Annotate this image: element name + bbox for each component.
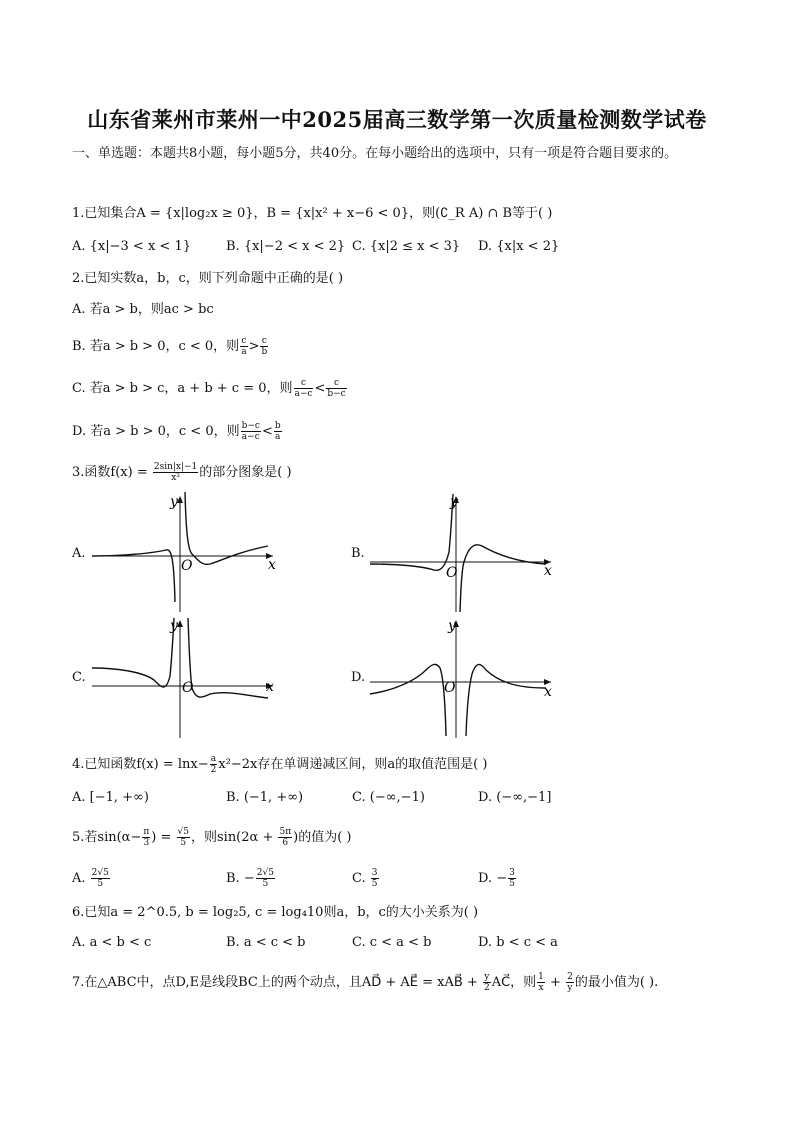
graph-b — [366, 492, 556, 614]
question-4-stem — [72, 754, 487, 775]
y-label: y — [450, 494, 458, 510]
x-label: x — [544, 684, 552, 700]
fraction — [256, 868, 275, 889]
q4-option-c: C. (−∞,−1) — [352, 790, 425, 805]
fraction — [153, 462, 198, 483]
fraction — [274, 421, 282, 442]
denominator: 2 — [210, 765, 217, 775]
stem-text: 4.已知函数f(x) = lnx− — [72, 757, 209, 772]
denominator: a — [275, 432, 281, 442]
q2-option-c — [72, 378, 348, 399]
x-label: x — [544, 563, 552, 579]
origin-label: O — [182, 680, 194, 696]
x-label: x — [266, 679, 274, 695]
fraction — [240, 336, 247, 357]
denominator: a — [241, 347, 247, 357]
denominator: a−c — [241, 432, 260, 442]
stem-text: + — [545, 975, 566, 990]
denominator: a−c — [294, 389, 313, 399]
numerator: 2sin|x|−1 — [153, 462, 198, 472]
numerator: 2√5 — [91, 868, 109, 878]
numerator: c — [241, 336, 247, 346]
numerator: a — [210, 754, 217, 764]
numerator: c — [326, 378, 346, 389]
numerator: 1 — [538, 972, 544, 982]
denominator: 6 — [282, 838, 289, 848]
origin-label: O — [444, 680, 456, 696]
question-3-stem — [72, 462, 292, 483]
relation: > — [248, 339, 260, 354]
denominator: 5 — [262, 879, 269, 889]
numerator: 2√5 — [256, 868, 274, 878]
curve — [370, 664, 546, 736]
numerator: y — [484, 972, 490, 982]
fraction — [91, 868, 110, 889]
q4-option-d: D. (−∞,−1] — [478, 790, 552, 805]
denominator: 5 — [180, 838, 187, 848]
numerator: 2 — [567, 972, 573, 982]
fraction — [210, 754, 218, 775]
graph-c — [88, 616, 278, 740]
denominator: 5 — [97, 879, 104, 889]
stem-text: ，则sin(2α + — [190, 830, 278, 845]
denominator: 5 — [371, 879, 378, 889]
denominator: 2 — [483, 983, 490, 993]
section-heading: 一、单选题：本题共8小题，每小题5分，共40分。在每小题给出的选项中，只有一项是符合题目要求的。 — [72, 146, 678, 161]
q4-option-b: B. (−1, +∞) — [226, 790, 304, 805]
q5-option-d — [478, 868, 517, 889]
fraction — [260, 336, 268, 357]
fraction — [508, 868, 516, 889]
q2-option-c-text: C. 若a > b > c，a + b + c = 0，则 — [72, 381, 293, 396]
option-sign: − — [243, 871, 255, 886]
y-label: y — [170, 494, 178, 510]
numerator: 3 — [509, 868, 515, 878]
graph-a-label: A. — [72, 546, 86, 561]
q6-option-b: B. a < c < b — [226, 935, 306, 950]
y-label: y — [170, 618, 178, 634]
fraction — [326, 378, 346, 399]
question-7-stem — [72, 972, 658, 993]
q5-option-a — [72, 868, 111, 889]
q1-option-b: B. {x|−2 < x < 2} — [226, 239, 346, 254]
stem-text: 的最小值为( ). — [574, 975, 659, 990]
q6-option-c: C. c < a < b — [352, 935, 432, 950]
q2-option-d — [72, 421, 283, 442]
q6-option-a: A. a < b < c — [72, 935, 152, 950]
q2-option-d-text: D. 若a > b > 0，c < 0，则 — [72, 424, 240, 439]
denominator: b−c — [327, 389, 346, 399]
option-label: C. — [352, 871, 366, 886]
question-5-stem — [72, 827, 351, 848]
stem-text: 3.函数f(x) = — [72, 465, 152, 480]
graph-a — [88, 492, 278, 614]
x-label: x — [268, 557, 276, 573]
denominator: x³ — [171, 473, 180, 483]
q6-option-d: D. b < c < a — [478, 935, 558, 950]
q1-option-c: C. {x|2 ≤ x < 3} — [352, 239, 461, 254]
numerator: b — [274, 421, 281, 431]
q2-option-a: A. 若a > b，则ac > bc — [72, 302, 214, 317]
fraction — [241, 421, 261, 442]
y-label: y — [448, 618, 456, 634]
fraction — [371, 868, 379, 889]
stem-text: )的值为( ) — [293, 830, 352, 845]
fraction — [294, 378, 314, 399]
fraction — [537, 972, 545, 993]
question-2-stem: 2.已知实数a，b，c，则下列命题中正确的是( ) — [72, 271, 344, 286]
relation: < — [261, 424, 273, 439]
q2-option-b — [72, 336, 269, 357]
q1-option-a: A. {x|−3 < x < 1} — [72, 239, 191, 254]
stem-text: 5.若sin(α− — [72, 830, 142, 845]
denominator: y — [567, 983, 573, 993]
denominator: 5 — [509, 879, 515, 889]
numerator: 5π — [279, 827, 292, 837]
q1-option-d: D. {x|x < 2} — [478, 239, 560, 254]
question-1-stem: 1.已知集合A = {x|log₂x ≥ 0}，B = {x|x² + x−6 < 0}，则(∁_R A) ∩ B等于( ) — [72, 206, 553, 221]
q2-option-b-text: B. 若a > b > 0，c < 0，则 — [72, 339, 240, 354]
relation: < — [314, 381, 326, 396]
denominator: 3 — [143, 838, 150, 848]
page-title: 山东省莱州市莱州一中2025届高三数学第一次质量检测数学试卷 — [87, 107, 707, 132]
numerator: c — [261, 336, 267, 346]
origin-label: O — [181, 558, 193, 574]
graph-b-label: B. — [351, 546, 365, 561]
numerator: 3 — [371, 868, 378, 878]
denominator: b — [261, 347, 268, 357]
option-sign: − — [496, 871, 508, 886]
origin-label: O — [446, 565, 458, 581]
stem-text: 7.在△ABC中，点D,E是线段BC上的两个动点，且AD⃗ + AE⃗ = xAB⃗ + — [72, 975, 482, 990]
stem-text: AC⃗，则 — [491, 975, 537, 990]
fraction — [142, 827, 150, 848]
curve — [370, 494, 546, 612]
fraction — [483, 972, 491, 993]
stem-text: x²−2x存在单调递减区间，则a的取值范围是( ) — [218, 757, 488, 772]
graph-d-label: D. — [351, 670, 366, 685]
stem-text: 的部分图象是( ) — [199, 465, 292, 480]
graph-c-label: C. — [72, 670, 86, 685]
fraction — [566, 972, 574, 993]
numerator: π — [143, 827, 150, 837]
q5-option-b — [226, 868, 276, 889]
fraction — [278, 827, 292, 848]
q5-option-c — [352, 868, 380, 889]
stem-text: ) = — [151, 830, 176, 845]
option-label: D. — [478, 871, 493, 886]
option-label: B. — [226, 871, 240, 886]
numerator: b−c — [241, 421, 260, 431]
numerator: c — [294, 378, 314, 389]
fraction — [177, 827, 190, 848]
q4-option-a: A. [−1, +∞) — [72, 790, 149, 805]
denominator: x — [538, 983, 544, 993]
graph-d — [366, 616, 556, 740]
numerator: √5 — [177, 827, 189, 837]
option-label: A. — [72, 871, 86, 886]
question-6-stem: 6.已知a = 2^0.5, b = log₂5, c = log₄10则a，b，c的大小关系为( ) — [72, 905, 479, 920]
